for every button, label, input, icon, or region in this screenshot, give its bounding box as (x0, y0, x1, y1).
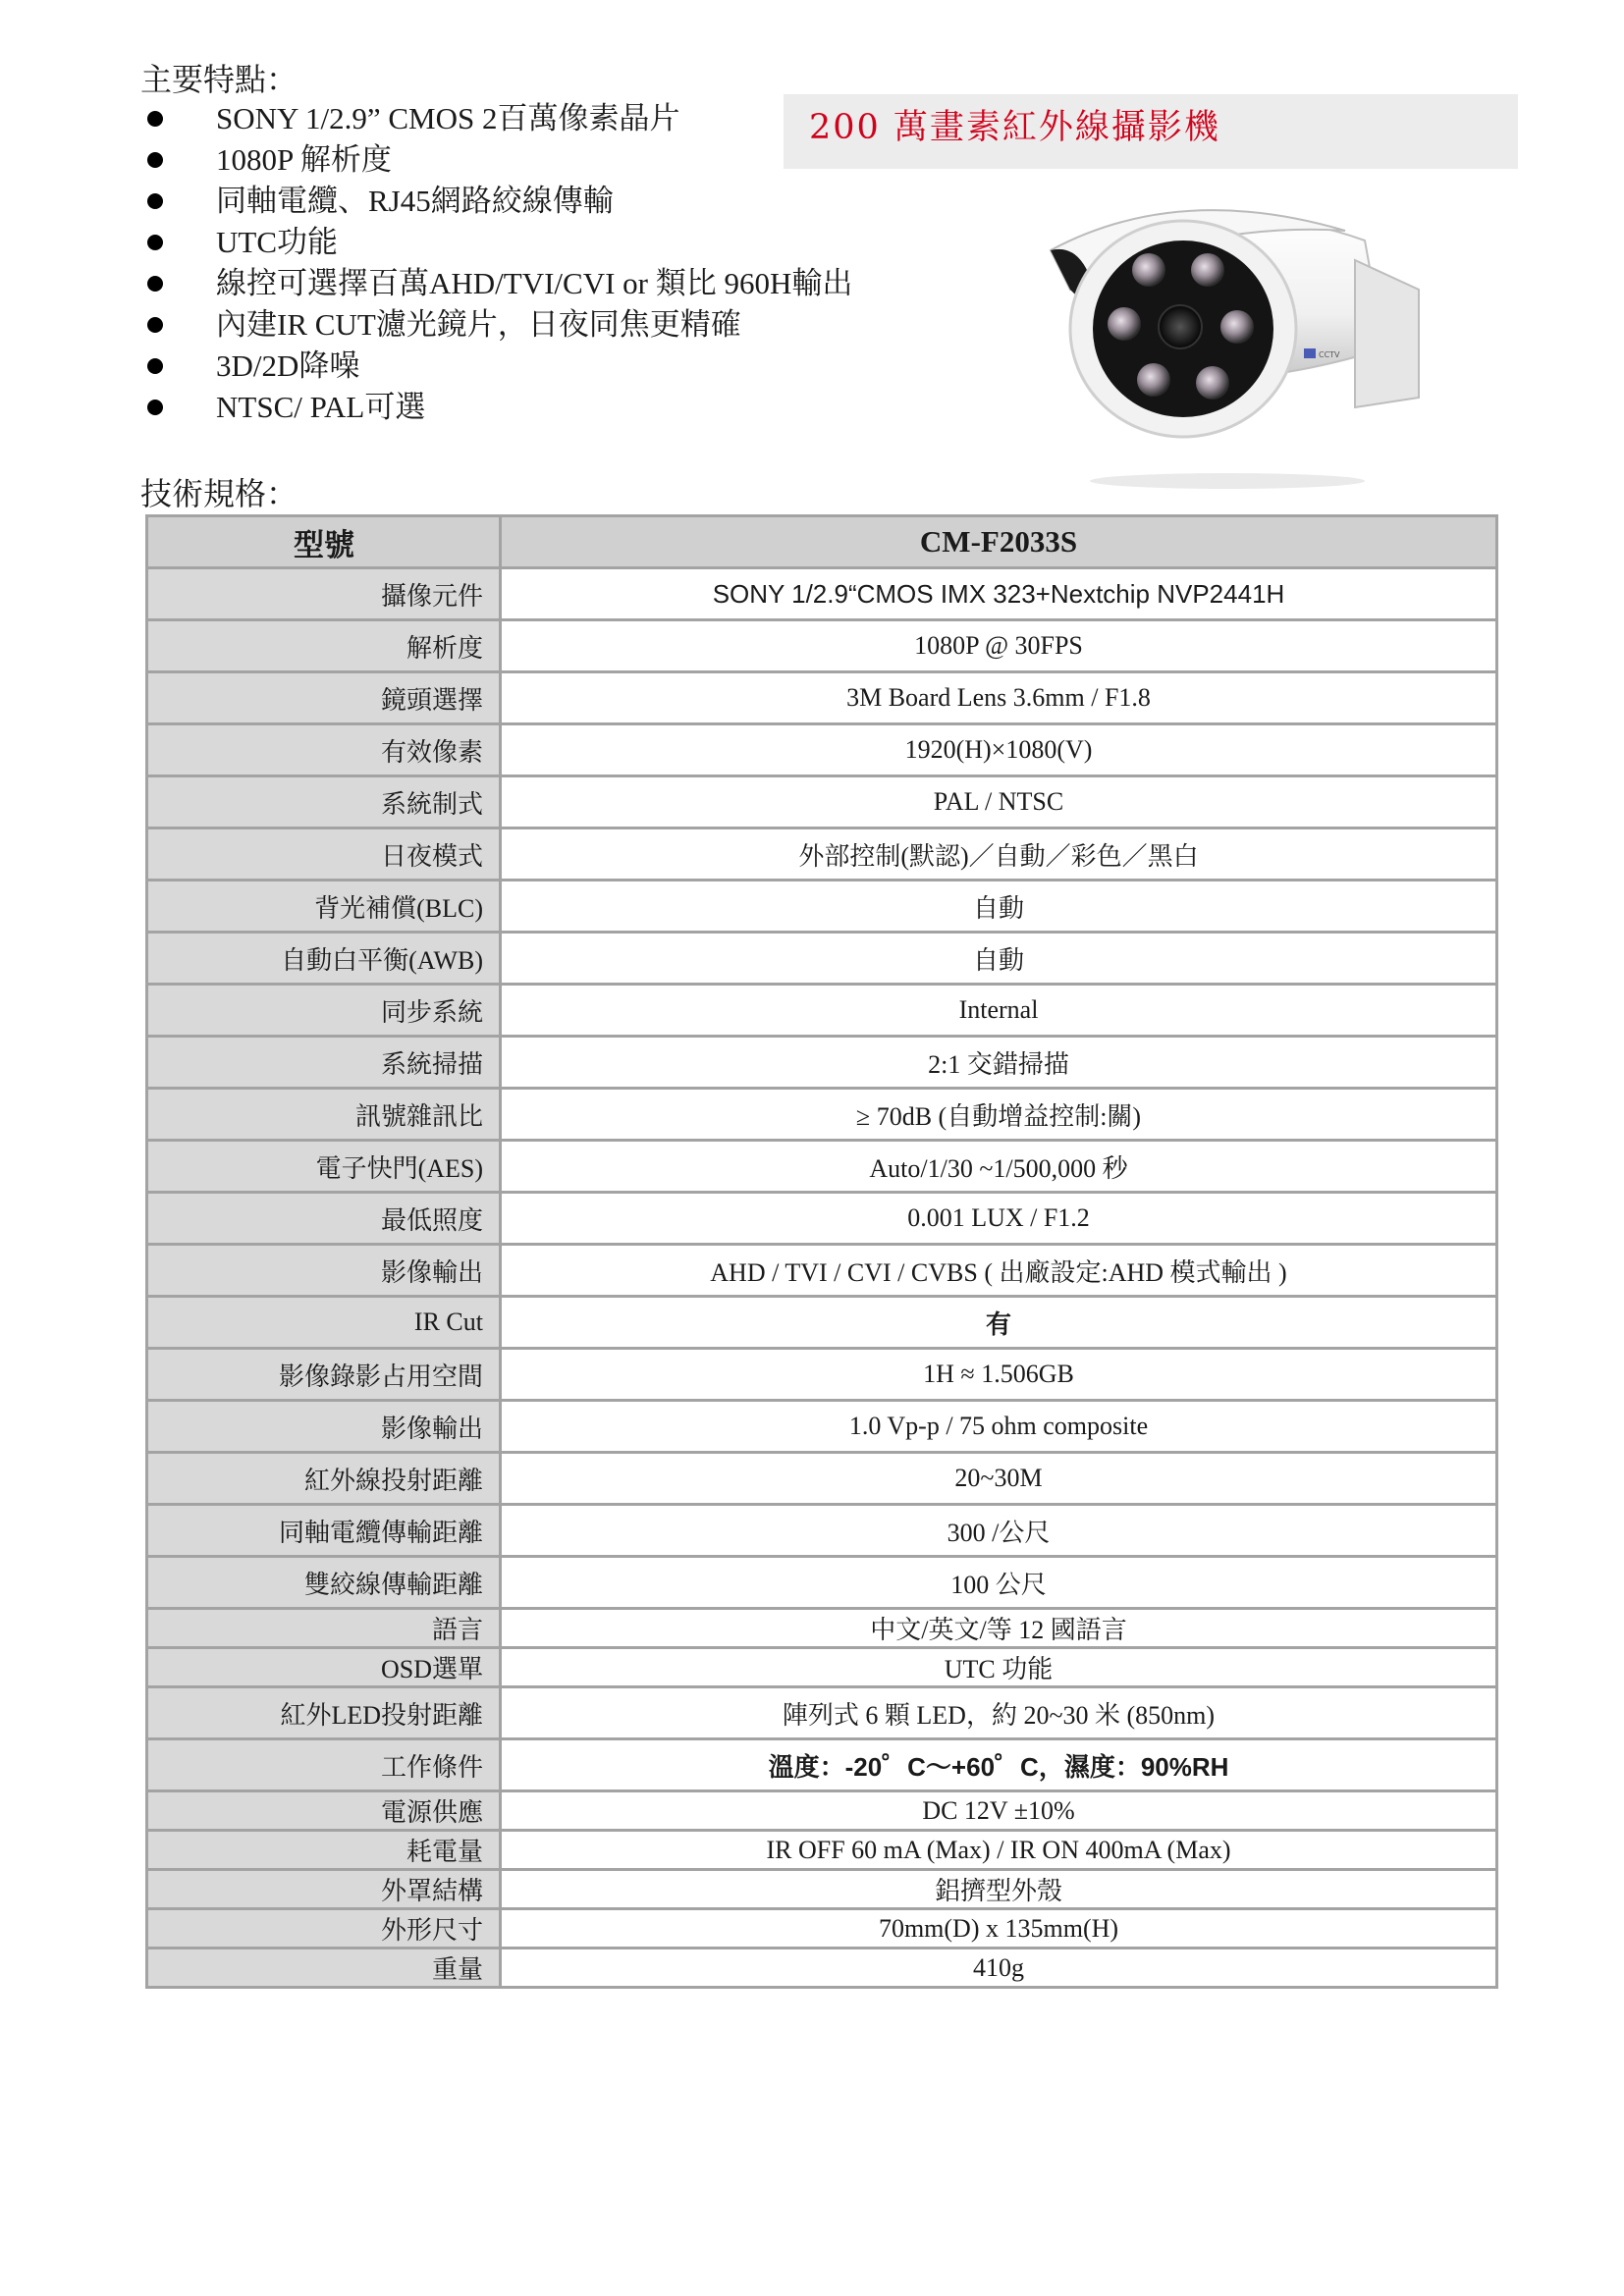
row-value: 1920(H)×1080(V) (501, 724, 1497, 776)
feature-item (147, 222, 852, 263)
row-value: 外部控制(默認)／自動／彩色／黑白 (501, 828, 1497, 881)
row-value: DC 12V ±10% (501, 1791, 1497, 1831)
table-row (147, 828, 1497, 881)
row-label: 系統掃描 (147, 1037, 501, 1089)
feature-item (147, 98, 852, 139)
feature-item (147, 304, 852, 346)
model-value: CM-F2033S (501, 516, 1497, 568)
row-label: OSD選單 (147, 1648, 501, 1687)
table-row (147, 1831, 1497, 1870)
row-value: 有 (501, 1297, 1497, 1349)
feature-text: 線控可選擇百萬AHD/TVI/CVI or 類比 960H輸出 (216, 266, 853, 300)
row-label: 背光補償(BLC) (147, 881, 501, 933)
table-row (147, 985, 1497, 1037)
table-row (147, 1687, 1497, 1739)
row-label: 影像錄影占用空間 (147, 1349, 501, 1401)
table-row (147, 1557, 1497, 1609)
row-value: 410g (501, 1949, 1497, 1988)
table-row (147, 672, 1497, 724)
feature-text: SONY 1/2.9” CMOS 2百萬像素晶片 (216, 101, 680, 135)
row-label: 影像輸出 (147, 1245, 501, 1297)
row-value: AHD / TVI / CVI / CVBS ( 出廠設定:AHD 模式輸出 ) (501, 1245, 1497, 1297)
bullet-icon (147, 276, 163, 292)
row-value: 3M Board Lens 3.6mm / F1.8 (501, 672, 1497, 724)
row-value: 鋁擠型外殼 (501, 1870, 1497, 1909)
table-row (147, 1037, 1497, 1089)
row-value: 自動 (501, 881, 1497, 933)
camera-photo (1031, 201, 1424, 496)
table-row (147, 1297, 1497, 1349)
bullet-icon (147, 193, 163, 209)
row-value: 溫度：-20゜C～+60゜C，濕度：90%RH (501, 1739, 1497, 1791)
row-label: 解析度 (147, 620, 501, 672)
row-value: 1H ≈ 1.506GB (501, 1349, 1497, 1401)
row-label: 最低照度 (147, 1193, 501, 1245)
table-row (147, 1505, 1497, 1557)
row-value: 2:1 交錯掃描 (501, 1037, 1497, 1089)
row-value: 100 公尺 (501, 1557, 1497, 1609)
bullet-icon (147, 111, 163, 127)
row-label: 同軸電纜傳輸距離 (147, 1505, 501, 1557)
row-label: 日夜模式 (147, 828, 501, 881)
feature-text: 1080P 解析度 (216, 142, 392, 177)
row-value: 20~30M (501, 1453, 1497, 1505)
feature-text: UTC功能 (216, 225, 338, 259)
bullet-icon (147, 317, 163, 333)
row-label: 電源供應 (147, 1791, 501, 1831)
row-label: 攝像元件 (147, 568, 501, 620)
model-label: 型號 (147, 516, 501, 568)
row-label: IR Cut (147, 1297, 501, 1349)
row-value: 300 /公尺 (501, 1505, 1497, 1557)
feature-item (147, 181, 852, 222)
row-value: 0.001 LUX / F1.2 (501, 1193, 1497, 1245)
row-label: 紅外LED投射距離 (147, 1687, 501, 1739)
row-label: 雙絞線傳輸距離 (147, 1557, 501, 1609)
row-value: Internal (501, 985, 1497, 1037)
table-row (147, 1245, 1497, 1297)
table-row (147, 1141, 1497, 1193)
feature-text: 同軸電纜、RJ45網路絞線傳輸 (216, 184, 614, 218)
row-label: 有效像素 (147, 724, 501, 776)
table-row (147, 1949, 1497, 1988)
row-value: PAL / NTSC (501, 776, 1497, 828)
table-row (147, 1648, 1497, 1687)
row-value: 1080P @ 30FPS (501, 620, 1497, 672)
feature-item (147, 263, 852, 304)
row-value: ≥ 70dB (自動增益控制:關) (501, 1089, 1497, 1141)
table-header-row (147, 516, 1497, 568)
table-row (147, 1349, 1497, 1401)
row-label: 系統制式 (147, 776, 501, 828)
row-value: Auto/1/30 ~1/500,000 秒 (501, 1141, 1497, 1193)
row-value: IR OFF 60 mA (Max) / IR ON 400mA (Max) (501, 1831, 1497, 1870)
table-row (147, 1401, 1497, 1453)
row-value: 自動 (501, 933, 1497, 985)
row-value: 中文/英文/等 12 國語言 (501, 1609, 1497, 1648)
table-row (147, 1609, 1497, 1648)
spec-table (145, 514, 1498, 1989)
banner-title: 200 萬畫素紅外線攝影機 (809, 108, 1220, 147)
row-value: UTC 功能 (501, 1648, 1497, 1687)
feature-text: NTSC/ PAL可選 (216, 390, 426, 424)
feature-item (147, 139, 852, 181)
bullet-icon (147, 235, 163, 250)
table-row (147, 881, 1497, 933)
feature-item (147, 346, 852, 387)
row-value: SONY 1/2.9“CMOS IMX 323+Nextchip NVP2441H (501, 568, 1497, 620)
row-label: 自動白平衡(AWB) (147, 933, 501, 985)
bullet-icon (147, 400, 163, 415)
row-label: 耗電量 (147, 1831, 501, 1870)
row-label: 工作條件 (147, 1739, 501, 1791)
row-label: 影像輸出 (147, 1401, 501, 1453)
features-list (147, 98, 852, 428)
row-label: 外形尺寸 (147, 1909, 501, 1949)
table-row (147, 568, 1497, 620)
table-row (147, 933, 1497, 985)
row-value: 70mm(D) x 135mm(H) (501, 1909, 1497, 1949)
table-row (147, 776, 1497, 828)
title-banner (784, 94, 1518, 169)
row-label: 訊號雜訊比 (147, 1089, 501, 1141)
table-row (147, 1791, 1497, 1831)
features-heading: 主要特點： (140, 62, 298, 97)
table-row (147, 1739, 1497, 1791)
row-label: 外罩結構 (147, 1870, 501, 1909)
row-label: 紅外線投射距離 (147, 1453, 501, 1505)
row-label: 重量 (147, 1949, 501, 1988)
row-value: 陣列式 6 顆 LED，約 20~30 米 (850nm) (501, 1687, 1497, 1739)
row-value: 1.0 Vp-p / 75 ohm composite (501, 1401, 1497, 1453)
feature-item (147, 387, 852, 428)
row-label: 語言 (147, 1609, 501, 1648)
table-row (147, 1089, 1497, 1141)
bullet-icon (147, 152, 163, 168)
specs-heading: 技術規格： (140, 476, 298, 511)
table-row (147, 1909, 1497, 1949)
table-row (147, 620, 1497, 672)
row-label: 同步系統 (147, 985, 501, 1037)
table-row (147, 1193, 1497, 1245)
svg-text:CCTV: CCTV (1319, 350, 1340, 359)
table-row (147, 1453, 1497, 1505)
feature-text: 3D/2D降噪 (216, 348, 360, 383)
row-label: 電子快門(AES) (147, 1141, 501, 1193)
bullet-icon (147, 358, 163, 374)
table-row (147, 724, 1497, 776)
table-row (147, 1870, 1497, 1909)
row-label: 鏡頭選擇 (147, 672, 501, 724)
feature-text: 內建IR CUT濾光鏡片，日夜同焦更精確 (216, 307, 741, 342)
